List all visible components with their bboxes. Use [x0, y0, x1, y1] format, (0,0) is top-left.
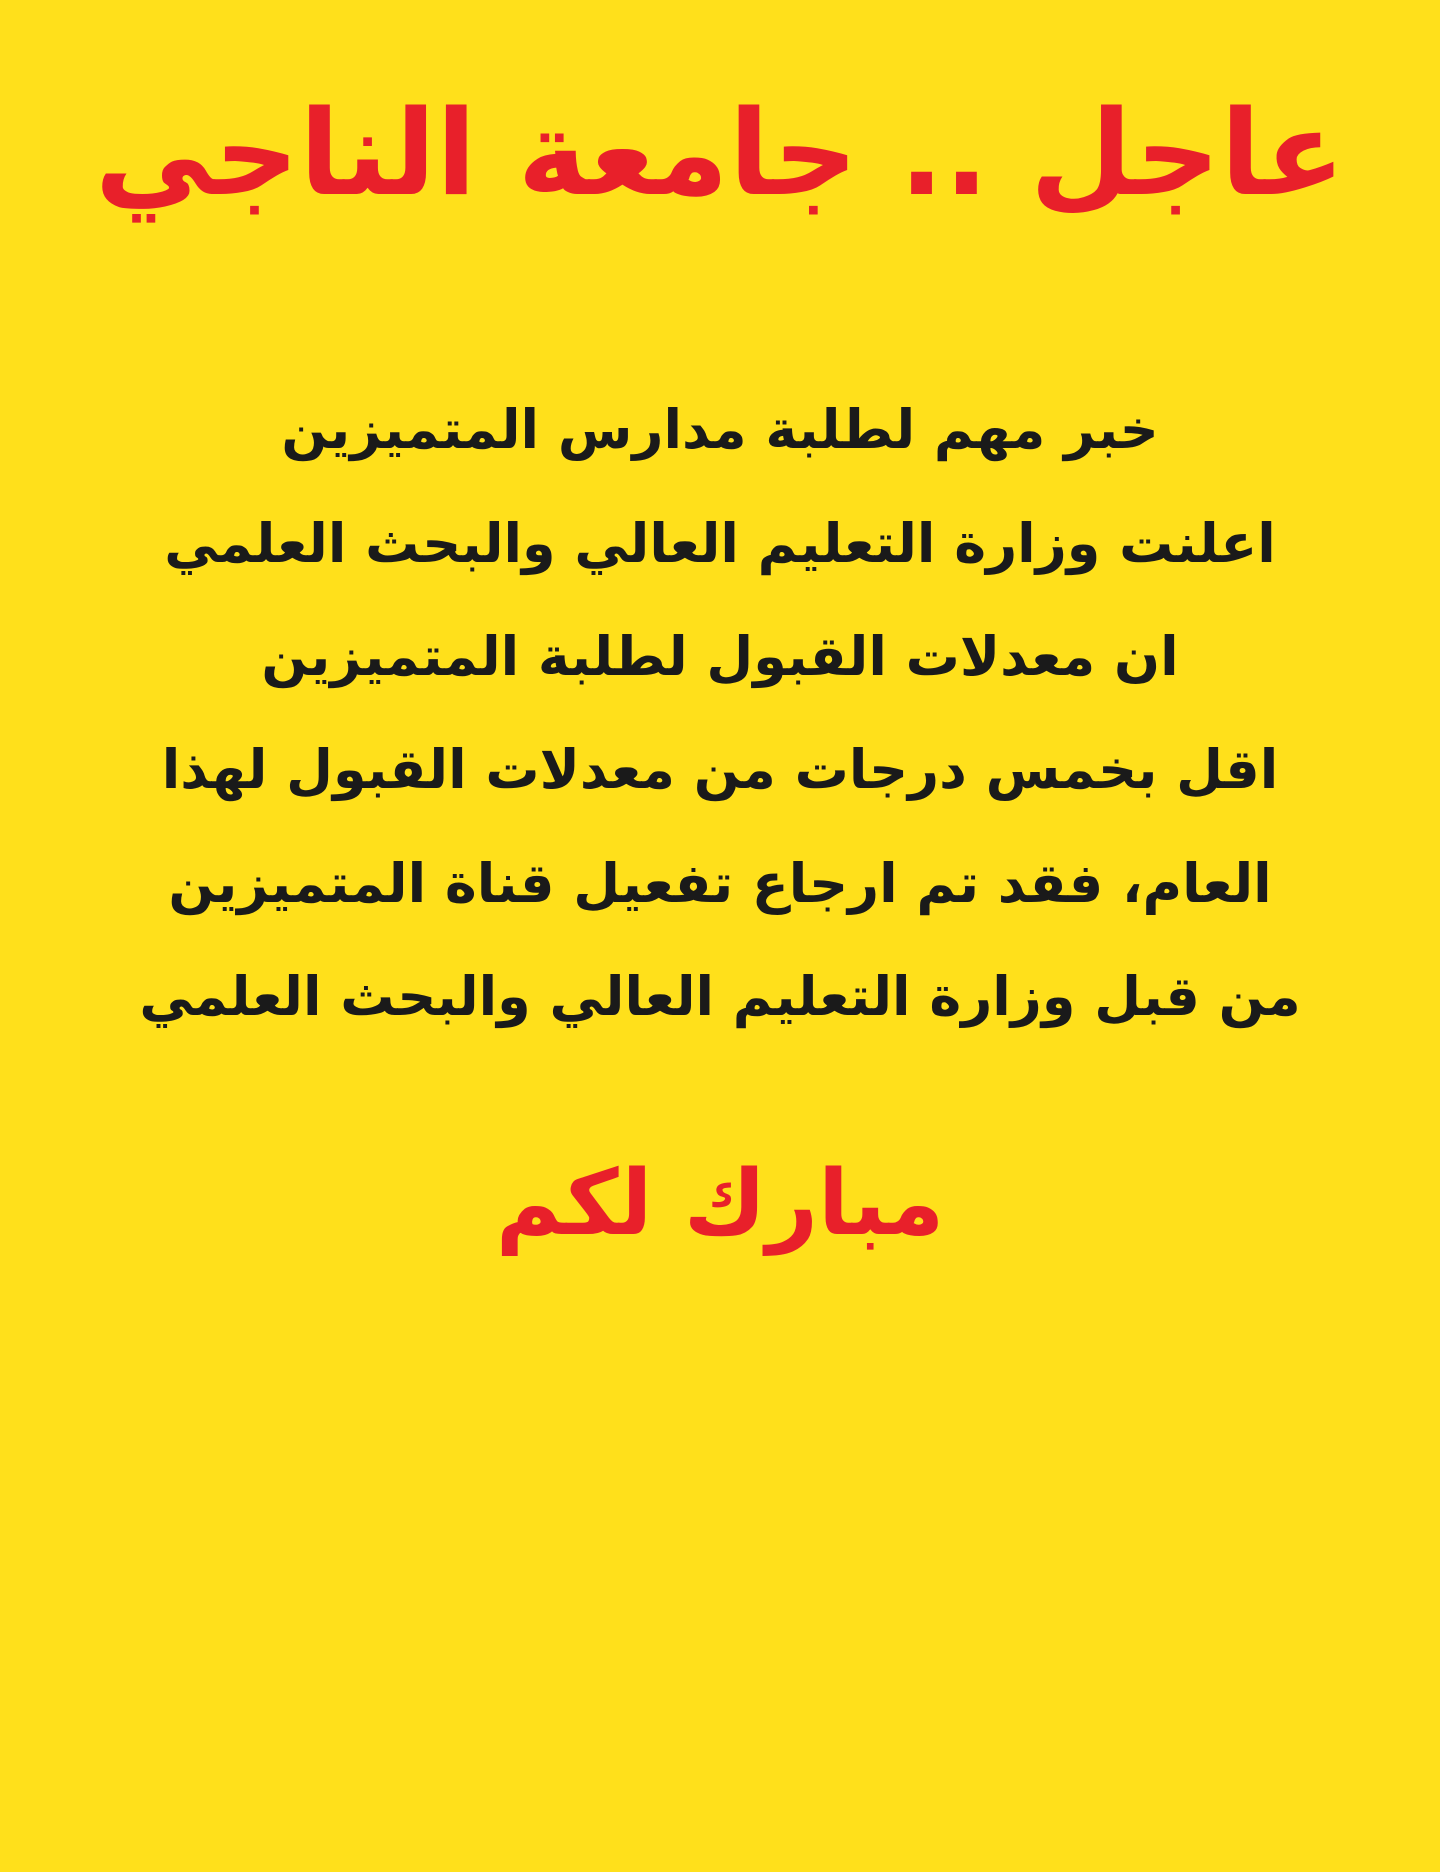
body-line: العام، فقد تم ارجاع تفعيل قناة المتميزين — [168, 851, 1272, 915]
poster-body — [130, 373, 1310, 1053]
body-line: ان معدلات القبول لطلبة المتميزين — [261, 625, 1179, 689]
body-line: اعلنت وزارة التعليم العالي والبحث العلمي — [164, 511, 1276, 575]
body-line: خبر مهم لطلبة مدارس المتميزين — [281, 398, 1159, 462]
poster-closing-message: مبارك لكم — [495, 1150, 945, 1256]
body-line: اقل بخمس درجات من معدلات القبول لهذا — [161, 738, 1279, 802]
body-line: من قبل وزارة التعليم العالي والبحث العلمي — [139, 965, 1301, 1029]
poster-headline: عاجل .. جامعة الناجي — [94, 84, 1346, 222]
